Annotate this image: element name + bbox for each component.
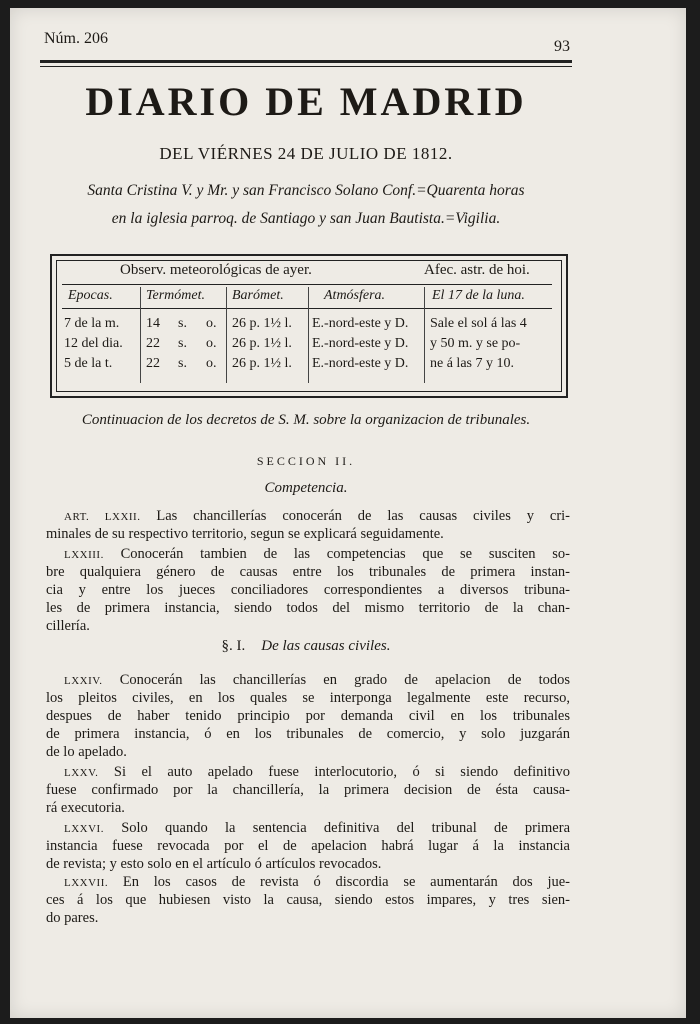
row-o: o. <box>206 356 217 371</box>
line-text: do pares. <box>46 910 99 926</box>
article-number: LXXIV. <box>64 675 103 687</box>
line-text: Las chancillerías conocerán de las causas civiles y cri- <box>156 508 571 524</box>
text-line <box>46 508 570 525</box>
col-divider <box>140 287 141 383</box>
line-text: cillería. <box>46 618 90 634</box>
col-termometro: Termómet. <box>146 288 205 303</box>
issue-date: DEL VIÉRNES 24 DE JULIO DE 1812. <box>159 144 453 163</box>
row-term: 22 <box>146 356 160 371</box>
line-text: les de primera instancia, siendo todos del mismo territorio de la chan- <box>46 600 570 616</box>
row-o: o. <box>206 316 217 331</box>
newspaper-page <box>10 8 686 1018</box>
text-line <box>46 820 570 837</box>
text-line <box>46 782 570 799</box>
text-line <box>46 726 570 743</box>
col-barometro: Barómet. <box>232 288 284 303</box>
text-line <box>46 546 570 563</box>
col-divider <box>308 287 309 383</box>
row-epoca: 5 de la t. <box>64 356 113 371</box>
text-line <box>46 600 570 617</box>
moon-line: y 50 m. y se po- <box>430 336 521 351</box>
text-line <box>46 892 570 909</box>
line-text: los pleitos civiles, en los quales se interponga legalmente este recurso, <box>46 690 570 706</box>
row-s: s. <box>178 316 187 331</box>
row-atm: E.-nord-este y D. <box>312 316 409 331</box>
text-line <box>46 618 570 635</box>
col-luna: El 17 de la luna. <box>432 288 525 303</box>
row-baro: 26 p. 1½ l. <box>232 356 292 371</box>
text-line <box>46 910 570 927</box>
row-atm: E.-nord-este y D. <box>312 336 409 351</box>
row-term: 14 <box>146 316 160 331</box>
line-text: Solo quando la sentencia definitiva del tribunal de primera <box>121 820 570 836</box>
subsection-title: De las causas civiles. <box>261 638 391 654</box>
line-text: fuese confirmado por la chancillería, la primera decision de ésta causa- <box>46 782 570 798</box>
weather-rule-top <box>62 284 552 285</box>
article-number: ART. LXXII. <box>64 511 141 523</box>
text-line <box>46 690 570 707</box>
row-s: s. <box>178 336 187 351</box>
col-atmosfera: Atmósfera. <box>324 288 386 303</box>
line-text: de revista; y esto solo en el artículo ó artículos revocados. <box>46 856 382 872</box>
col-epocas: Epocas. <box>68 288 113 303</box>
line-text: En los casos de revista ó discordia se aumentarán dos jue- <box>122 874 570 890</box>
text-line <box>46 708 570 725</box>
line-text: ces á los que hubiesen visto la causa, siendo estos impares, y tres sien- <box>46 892 570 908</box>
line-text: Conocerán las chancillerías en grado de apelacion de todos <box>119 672 570 688</box>
col-divider <box>226 287 227 383</box>
text-line <box>46 764 570 781</box>
line-text: Conocerán tambien de las competencias que se susciten so- <box>120 546 570 562</box>
row-baro: 26 p. 1½ l. <box>232 316 292 331</box>
row-atm: E.-nord-este y D. <box>312 356 409 371</box>
line-text: Si el auto apelado fuese interlocutorio, ó si siendo definitivo <box>113 764 571 780</box>
line-text: instancia fuese revocada por el de apelacion habrá lugar á la instancia <box>46 838 570 854</box>
text-line <box>46 874 570 891</box>
row-epoca: 12 del dia. <box>64 336 123 351</box>
article-number: LXXVI. <box>64 823 104 835</box>
line-text: rá executoria. <box>46 800 125 816</box>
line-text: despues de haber tenido principio por demanda civil en los tribunales <box>46 708 570 724</box>
text-line <box>46 672 570 689</box>
issue-number: Núm. 206 <box>44 30 108 47</box>
header-rule-thick <box>40 60 572 63</box>
article-subtitle: Continuacion de los decretos de S. M. sobre la organizacion de tribunales. <box>81 412 531 428</box>
subsection-mark: §. I. <box>221 638 246 654</box>
line-text: cia y entre los jueces conciliadores correspondientes a diversos tribuna- <box>46 582 570 598</box>
row-term: 22 <box>146 336 160 351</box>
weather-table <box>50 254 568 398</box>
weather-heading-observations: Observ. meteorológicas de ayer. <box>120 262 312 278</box>
text-line <box>46 526 570 543</box>
row-o: o. <box>206 336 217 351</box>
col-divider <box>424 287 425 383</box>
row-s: s. <box>178 356 187 371</box>
section-title: Competencia. <box>264 480 348 496</box>
weather-heading-astro: Afec. astr. de hoi. <box>424 262 530 278</box>
row-baro: 26 p. 1½ l. <box>232 336 292 351</box>
text-line <box>46 744 570 761</box>
text-line <box>46 800 570 817</box>
line-text: de lo apelado. <box>46 744 127 760</box>
page-number: 93 <box>554 38 570 55</box>
text-line <box>46 564 570 581</box>
text-line <box>46 838 570 855</box>
saints-line-1: Santa Cristina V. y Mr. y san Francisco Solano Conf.=Quarenta horas <box>87 182 525 199</box>
subsection-heading <box>40 638 572 655</box>
article-number: LXXV. <box>64 767 99 779</box>
line-text: bre qualquiera género de causas entre los tribunales de primera instan- <box>46 564 570 580</box>
masthead-title: DIARIO DE MADRID <box>85 79 527 124</box>
text-line <box>46 582 570 599</box>
section-heading: SECCION II. <box>256 454 356 468</box>
saints-line-2: en la iglesia parroq. de Santiago y san Juan Bautista.=Vigilia. <box>111 210 501 227</box>
article-number: LXXVII. <box>64 877 109 889</box>
header-rule-thin <box>40 66 572 67</box>
moon-line: Sale el sol á las 4 <box>430 316 527 331</box>
row-epoca: 7 de la m. <box>64 316 120 331</box>
moon-line: ne á las 7 y 10. <box>430 356 514 371</box>
weather-rule-header <box>62 308 552 309</box>
line-text: de primera instancia, ó en los tribunales de comercio, y solo juzgarán <box>46 726 570 742</box>
line-text: minales de su respectivo territorio, segun se explicará seguidamente. <box>46 526 444 542</box>
text-line <box>46 856 570 873</box>
article-number: LXXIII. <box>64 549 104 561</box>
